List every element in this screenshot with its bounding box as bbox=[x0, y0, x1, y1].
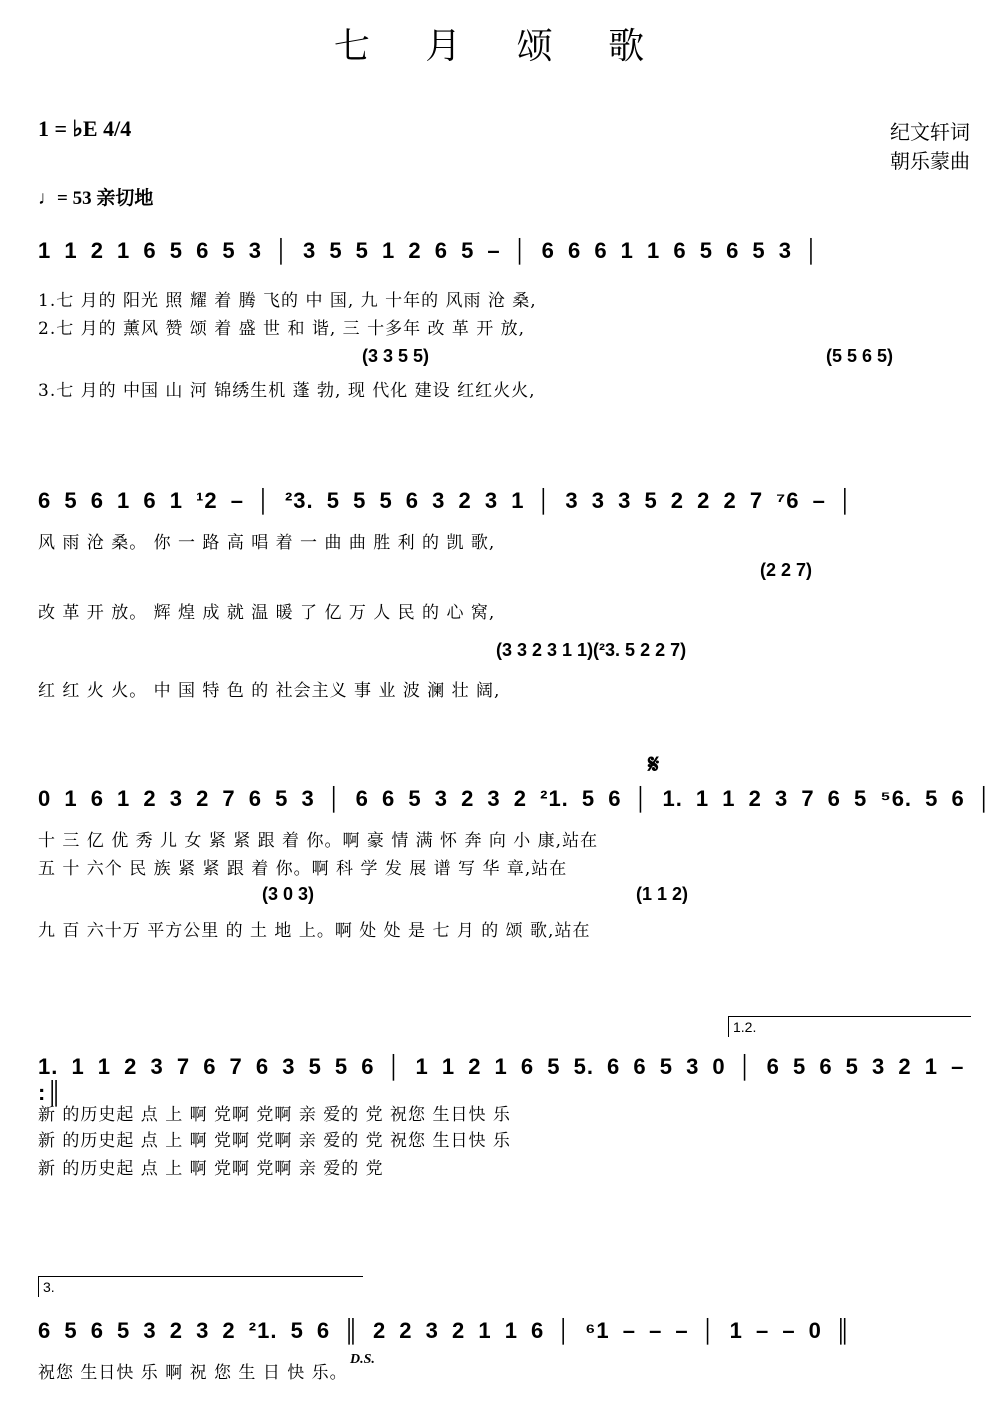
alt-notes: (3 3 2 3 1 1)(²3. 5 2 2 7) bbox=[496, 640, 687, 660]
volta-bracket: 1.2. bbox=[728, 1016, 971, 1037]
notation-line: 6 5 6 1 6 1 ¹2 – │ ²3. 5 5 5 6 3 2 3 1 │ 3 3 3 5 2 2 2 7 ⁷6 – │ bbox=[38, 488, 854, 513]
alt-notes: (1 1 2) bbox=[636, 884, 689, 904]
volta-bracket: 3. bbox=[38, 1276, 363, 1297]
lyric-line-1: 祝您 生日快 乐 啊 祝 您 生 日 快 乐。 bbox=[38, 1363, 348, 1383]
notation-line: 0 1 6 1 2 3 2 7 6 5 3 │ 6 6 5 3 2 3 2 ²1. 5 6 │ 1. 1 1 2 3 7 6 5 ⁵6. 5 6 │ bbox=[38, 786, 993, 811]
lyric-line-2: 2.七 月的 薰风 赞 颂 着 盛 世 和 谐, 三 十多年 改 革 开 放, bbox=[38, 319, 526, 339]
lyric-line-2: 改 革 开 放。 辉 煌 成 就 温 暖 了 亿 万 人 民 的 心 窝, bbox=[38, 603, 496, 623]
segno-sign: 𝄋 bbox=[648, 750, 660, 780]
song-title: 七 月 颂 歌 bbox=[333, 26, 667, 67]
alt-notes: (5 5 6 5) bbox=[826, 346, 894, 366]
lyric-line-3: 新 的历史起 点 上 啊 党啊 党啊 亲 爱的 党 bbox=[38, 1159, 384, 1179]
lyric-line-1: 风 雨 沧 桑。 你 一 路 高 唱 着 一 曲 曲 胜 利 的 凯 歌, bbox=[38, 533, 496, 553]
alt-notes: (3 0 3) bbox=[262, 884, 315, 904]
lyric-line-3: 红 红 火 火。 中 国 特 色 的 社会主义 事 业 波 澜 壮 阔, bbox=[38, 681, 501, 701]
alt-notes: (3 3 5 5) bbox=[362, 346, 430, 366]
lyric-line-2: 新 的历史起 点 上 啊 党啊 党啊 亲 爱的 党 祝您 生日快 乐 bbox=[38, 1131, 511, 1151]
lyricist-credit: 纪文轩词 bbox=[890, 120, 970, 144]
tempo-marking: ♩= 53 亲切地 bbox=[38, 188, 154, 209]
notation-line: 1. 1 1 2 3 7 6 7 6 3 5 5 6 │ 1 1 2 1 6 5 5. 6 6 5 3 0 │ 6 5 6 5 3 2 1 – :║ bbox=[38, 1054, 965, 1105]
key-signature: 1 = ♭E 4/4 bbox=[38, 116, 132, 141]
lyric-line-1: 新 的历史起 点 上 啊 党啊 党啊 亲 爱的 党 祝您 生日快 乐 bbox=[38, 1105, 511, 1125]
lyric-line-3: 3.七 月的 中国 山 河 锦绣生机 蓬 勃, 现 代化 建设 红红火火, bbox=[38, 381, 536, 401]
lyric-line-1: 1.七 月的 阳光 照 耀 着 腾 飞的 中 国, 九 十年的 风雨 沧 桑, bbox=[38, 291, 537, 311]
alt-notes: (2 2 7) bbox=[760, 560, 813, 580]
notation-line: 6 5 6 5 3 2 3 2 ²1. 5 6 ║ 2 2 3 2 1 1 6 │ ⁶1 – – – │ 1 – – 0 ║ bbox=[38, 1318, 852, 1343]
notation-line: 1 1 2 1 6 5 6 5 3 │ 3 5 5 1 2 6 5 – │ 6 6 6 1 1 6 5 6 5 3 │ bbox=[38, 238, 820, 263]
lyric-line-2: 五 十 六个 民 族 紧 紧 跟 着 你。啊 科 学 发 展 谱 写 华 章,站在 bbox=[38, 859, 568, 879]
lyric-line-3: 九 百 六十万 平方公里 的 土 地 上。啊 处 处 是 七 月 的 颂 歌,站在 bbox=[38, 921, 591, 941]
dal-segno-mark: D.S. bbox=[350, 1352, 375, 1367]
composer-credit: 朝乐蒙曲 bbox=[890, 149, 970, 173]
lyric-line-1: 十 三 亿 优 秀 儿 女 紧 紧 跟 着 你。啊 豪 情 满 怀 奔 向 小 康,站在 bbox=[38, 831, 599, 851]
